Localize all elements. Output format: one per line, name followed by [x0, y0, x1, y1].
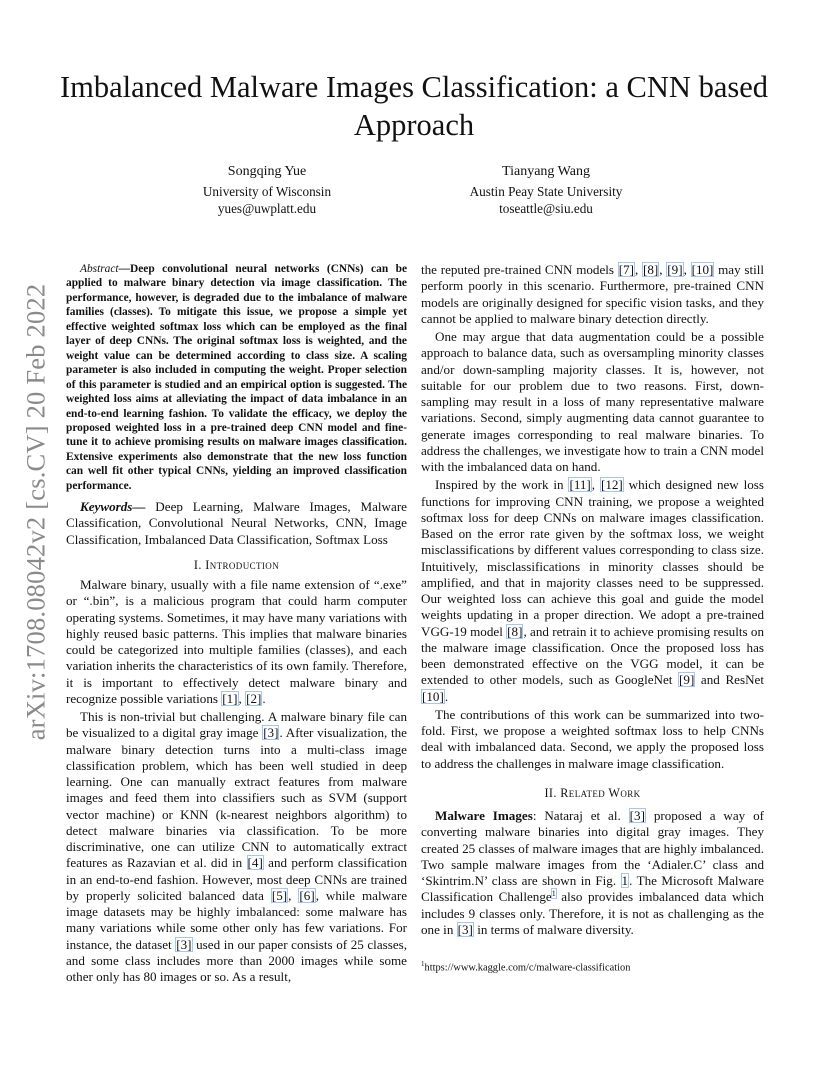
paragraph-text: Inspired by the work in	[435, 477, 569, 493]
citation-link[interactable]: [9]	[679, 672, 695, 688]
section-heading-introduction: I. Introduction	[193, 557, 280, 572]
paragraph-text: proposed a way of converting malware binaries into digital gray images. They created 25 classes of malware images that are highly imbalanced. Two sample malware images from the ‘Adialer.C’ class and ‘Skintrim.N’ class are shown in Fig.	[421, 808, 764, 888]
arxiv-identifier-stamp	[2, 0, 62, 1072]
paragraph-text: in terms of malware diversity.	[473, 921, 634, 937]
author-name: Songqing Yue	[227, 164, 307, 179]
paragraph-text: , while malware image datasets may be highly imbalanced: some malware has many variations while some other only has few variations. For instance, the dataset	[66, 887, 408, 952]
citation-link[interactable]: [8]	[643, 262, 659, 277]
paragraph-text: . After visualization, the malware binary detection turns into a multi-class image classification problem, which has been well studied in deep learning. One can manually extract features from malware images and feed them into classifiers such as SVM (support vector machine) or KNN (k-nearest neighbors algorithm) to detect malware binaries via classification. To be more discriminative, one can utilize CNN to automatically extract features as Razavian et al. did in	[66, 725, 407, 871]
author-email: yues@uwplatt.edu	[217, 201, 317, 216]
paragraph-text: may still perform poorly in this scenario. Furthermore, pre-trained CNN models are originally designed for specific vision tasks, and they cannot be applied to malware binary detection directly.	[421, 262, 765, 326]
author-block-2	[406, 163, 686, 218]
paragraph-text: .	[444, 688, 449, 704]
citation-link[interactable]: [10]	[691, 262, 714, 277]
citation-link[interactable]: [1]	[222, 690, 238, 706]
paragraph-text: used in our paper consists of 25 classes, and some class includes more than 2000 images while some other only has 80 images or so. As a result,	[66, 936, 407, 985]
abstract-label: Abstract	[80, 263, 119, 275]
paragraph-text: .	[262, 690, 266, 706]
citation-link[interactable]: [2]	[246, 690, 262, 706]
keywords-text: Deep Learning, Malware Images, Malware Classification, Convolutional Neural Networks, CNN, Image Classification, Imbalanced Data Classification, Softmax Loss	[66, 499, 407, 547]
intro-paragraph-3: One may argue that data augmentation could be a possible approach to balance data, such as oversampling minority classes and/or down-sampling majority classes. It is, however, not suitable for our problem due to two reasons. First, down-sampling may result in a loss of many representative malware variations. Second, simply augmenting data cannot guarantee to generate images corresponding to real malware binaries. To address the challenges, we investigate how to train a CNN model with the imbalanced data on hand.	[421, 329, 764, 474]
author-block-1	[127, 163, 407, 218]
paragraph-text: . The Microsoft Malware Classification Challenge	[421, 873, 764, 905]
footnote-mark: 1	[421, 960, 425, 968]
abstract	[66, 262, 407, 493]
arxiv-identifier: arXiv:1708.08042v2 [cs.CV] 20 Feb 2022	[20, 283, 51, 741]
abstract-text: Deep convolutional neural networks (CNNs) can be applied to malware binary detection via image classification. The performance, however, is degraded due to the imbalance of malware families (classes). To mitigate this issue, we propose a simple yet effective weighted softmax loss which can be employed as the final layer of deep CNNs. The original softmax loss is weighted, and the weight value can be determined according to class size. A scaling parameter is also included in computing the weight. Proper selection of this parameter is studied and an empirical option is suggested. The weighted loss aims at alleviating the impact of data imbalance in an end-to-end learning fashion. To validate the efficacy, we deploy the proposed weighted loss in a pre-trained deep CNN model and fine-tune it to achieve promising results on malware images classification. Extensive experiments also demonstrate that the new loss function can well fit other typical CNNs, yielding an improved classification performance.	[66, 263, 407, 492]
paragraph-text: ,	[635, 262, 643, 277]
intro-paragraph-4	[421, 477, 764, 705]
citation-link[interactable]: [10]	[422, 688, 444, 704]
related-paragraph-1	[421, 808, 764, 938]
footnote-reference-link[interactable]: 1	[551, 888, 556, 898]
citation-link[interactable]: [3]	[263, 725, 279, 741]
paragraph-text: ,	[659, 262, 667, 277]
right-column	[421, 262, 764, 938]
paragraph-text: : Nataraj et al.	[532, 808, 629, 823]
paragraph-text: Malware binary, usually with a file name extension of “.exe” or “.bin”, is a malicious program that could harm computer operating systems. Sometimes, it may have many variations with highly reused basic patterns. This implies that malware binaries could be categorized into multiple families (classes), and each variation inherits the characteristics of its own family. Therefore, it is important to effectively detect malware binary and recognize possible variations	[66, 577, 407, 706]
author-affiliation: University of Wisconsin	[202, 183, 332, 199]
section-heading-related-work: II. Related Work	[544, 785, 641, 800]
figure-reference-link[interactable]: 1	[621, 873, 629, 888]
keywords	[66, 499, 407, 548]
footnote-text: https://www.kaggle.com/c/malware-classification	[424, 962, 631, 974]
citation-link[interactable]: [7]	[618, 262, 635, 277]
author-affiliation: Austin Peay State University	[469, 183, 623, 199]
paragraph-text: the reputed pre-trained CNN models	[421, 262, 618, 277]
citation-link[interactable]: [3]	[176, 936, 192, 952]
paragraph-text: ,	[238, 690, 246, 706]
citation-link[interactable]: [12]	[600, 477, 623, 493]
runin-heading: Malware Images	[435, 808, 533, 823]
paragraph-text: ,	[591, 477, 600, 493]
citation-link[interactable]: [8]	[507, 623, 523, 639]
intro-paragraph-5: The contributions of this work can be summarized into two-fold. First, we propose a weighted softmax loss to help CNNs deal with imbalanced data. Second, we apply the proposed loss to address the challenges in malware image classification.	[421, 706, 764, 771]
paragraph-text: ,	[683, 262, 691, 277]
author-email: toseattle@siu.edu	[499, 201, 593, 216]
paragraph-text: , and retrain it to achieve promising results on the malware image classification. Once the proposed loss has been demonstrated effective on the VGG model, it can be extended to other models, such as GoogleNet	[421, 623, 764, 688]
paragraph-text: which designed new loss functions for improving CNN training, we propose a weighted softmax loss for deep CNNs on malware images classification. Based on the error rate given by the softmax loss, we weight misclassifications by different values corresponding to class size. Intuitively, misclassifications in minority classes should be amplified, and that in majority classes need to be suppressed. Our weighted loss can achieve this goal and guide the model weights updating in a proper direction. We adopt a pre-trained VGG-19 model	[421, 477, 765, 639]
intro-paragraph-1	[66, 577, 407, 707]
paragraph-text: and ResNet	[695, 672, 764, 688]
citation-link[interactable]: [6]	[299, 887, 315, 903]
citation-link[interactable]: [11]	[569, 477, 591, 493]
keywords-label: Keywords	[80, 499, 133, 515]
paragraph-text: and perform classification in an end-to-end fashion. However, most deep CNNs are trained by properly solicited balanced data	[66, 855, 407, 903]
citation-link[interactable]: [5]	[271, 887, 288, 903]
citation-link[interactable]: [4]	[247, 855, 263, 871]
paper-title: Imbalanced Malware Images Classification: a CNN based Approach	[59, 70, 769, 142]
intro-paragraph-2-continued	[421, 262, 764, 327]
footnote	[421, 960, 630, 973]
paragraph-text: ,	[288, 887, 299, 903]
paragraph-text: This is non-trivial but challenging. A malware binary file can be visualized to a digital gray image	[66, 709, 407, 741]
paragraph-text: also provides imbalanced data which includes 9 classes only. Therefore, it is not as challenging as the one in	[421, 889, 764, 937]
intro-paragraph-2	[66, 709, 407, 985]
keywords-dash: —	[132, 499, 146, 515]
citation-link[interactable]: [3]	[457, 921, 473, 937]
citation-link[interactable]: [3]	[629, 808, 645, 823]
abstract-dash: —	[118, 263, 130, 275]
left-column	[66, 262, 407, 985]
author-name: Tianyang Wang	[502, 164, 590, 179]
citation-link[interactable]: [9]	[667, 262, 683, 277]
